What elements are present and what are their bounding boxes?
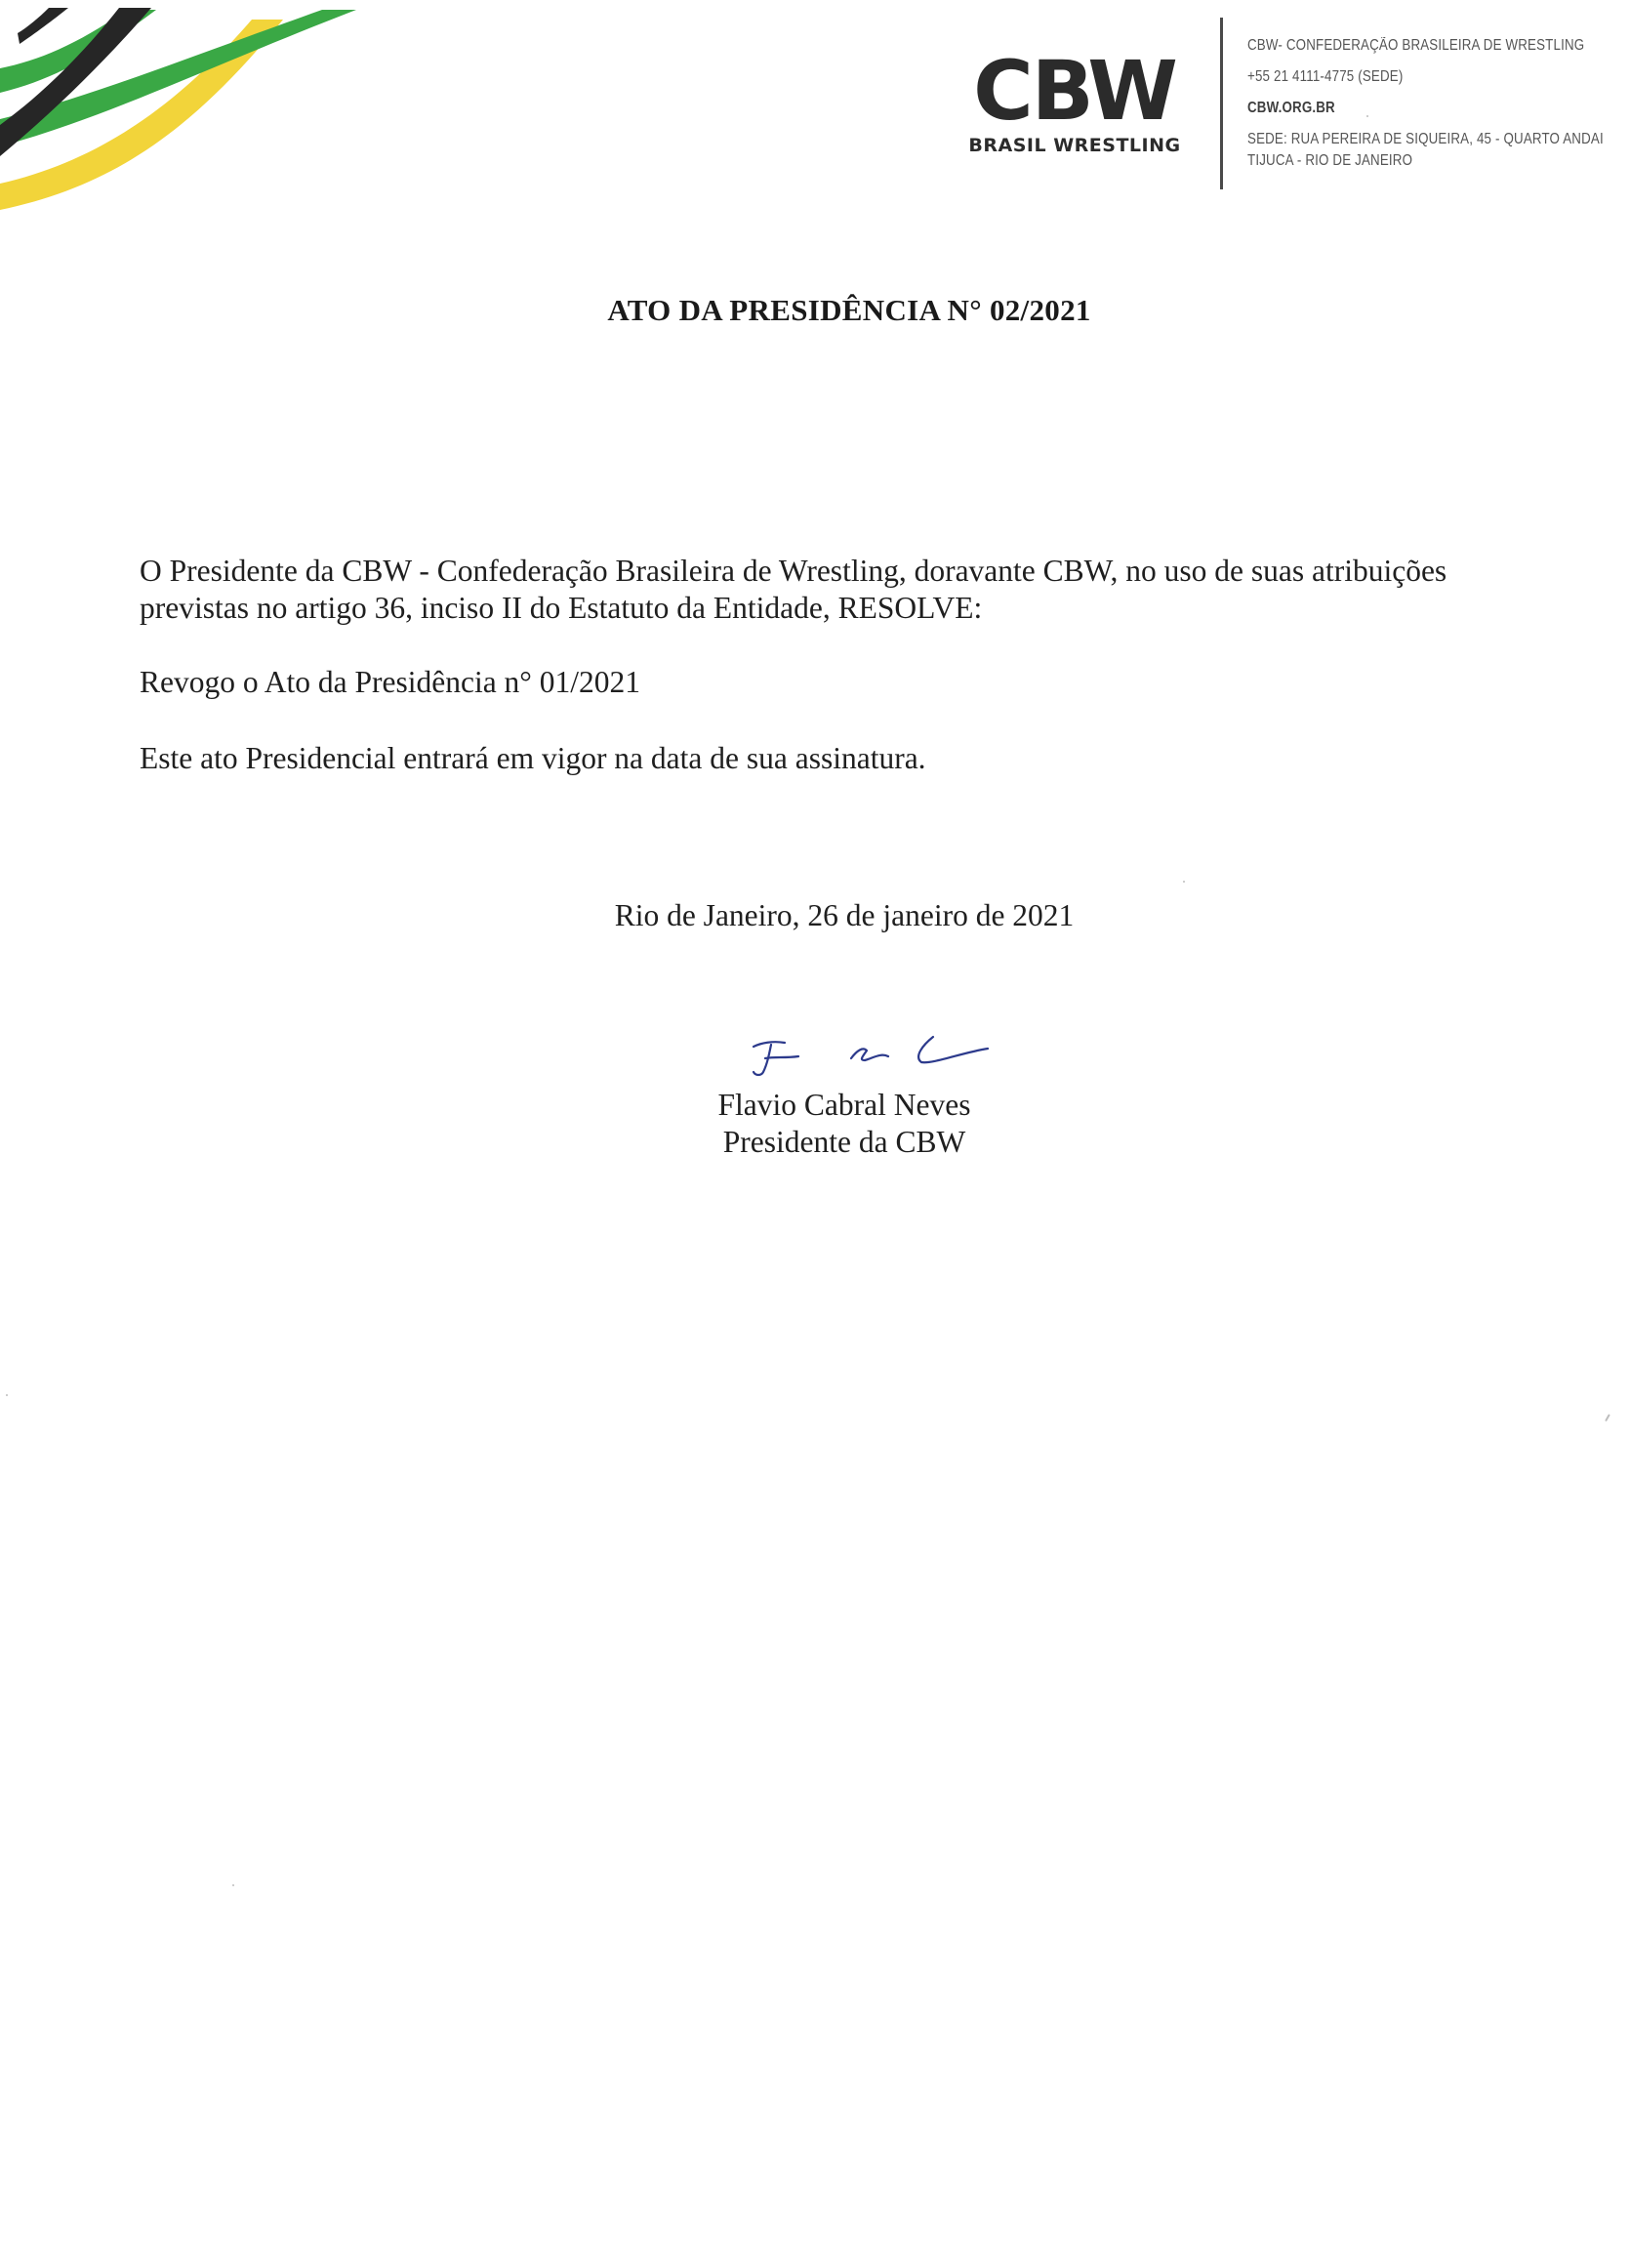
resolution-paragraph: O Presidente da CBW - Confederação Brasileira de Wrestling, doravante CBW, no uso de suas atribuições previstas no artigo 36, inciso II do Estatuto da Entidade, RESOLVE: <box>140 554 1447 625</box>
scan-speck <box>1183 881 1185 883</box>
scan-speck <box>1605 1414 1610 1422</box>
scan-speck <box>232 1884 234 1886</box>
handwritten-signature <box>742 1025 1035 1084</box>
corner-stripes-graphic <box>0 0 371 210</box>
logo-mark: CBW <box>973 43 1176 139</box>
org-address-line-2: TIJUCA - RIO DE JANEIRO <box>1247 152 1413 169</box>
org-website: CBW.ORG.BR <box>1247 100 1335 116</box>
black-stripe-2 <box>18 8 68 44</box>
scan-speck <box>1366 115 1368 117</box>
logo-subtitle: BRASIL WRESTLING <box>968 135 1181 156</box>
effective-date-paragraph: Este ato Presidencial entrará em vigor na data de sua assinatura. <box>140 741 926 775</box>
org-address-line-1: SEDE: RUA PEREIRA DE SIQUEIRA, 45 - QUARTO ANDAI <box>1247 131 1604 147</box>
org-name: CBW- CONFEDERAÇÃO BRASILEIRA DE WRESTLING <box>1247 37 1585 54</box>
date-line: Rio de Janeiro, 26 de janeiro de 2021 <box>614 898 1075 932</box>
signer-role: Presidente da CBW <box>722 1125 966 1159</box>
org-phone: +55 21 4111-4775 (SEDE) <box>1247 68 1404 85</box>
scan-speck <box>6 1394 8 1396</box>
document-title: ATO DA PRESIDÊNCIA N° 02/2021 <box>607 293 1091 327</box>
header-divider <box>1220 18 1223 189</box>
cbw-logo <box>966 43 1183 156</box>
org-contact-info <box>1247 35 1618 172</box>
signer-name: Flavio Cabral Neves <box>717 1088 971 1122</box>
revocation-paragraph: Revogo o Ato da Presidência n° 01/2021 <box>140 665 641 699</box>
